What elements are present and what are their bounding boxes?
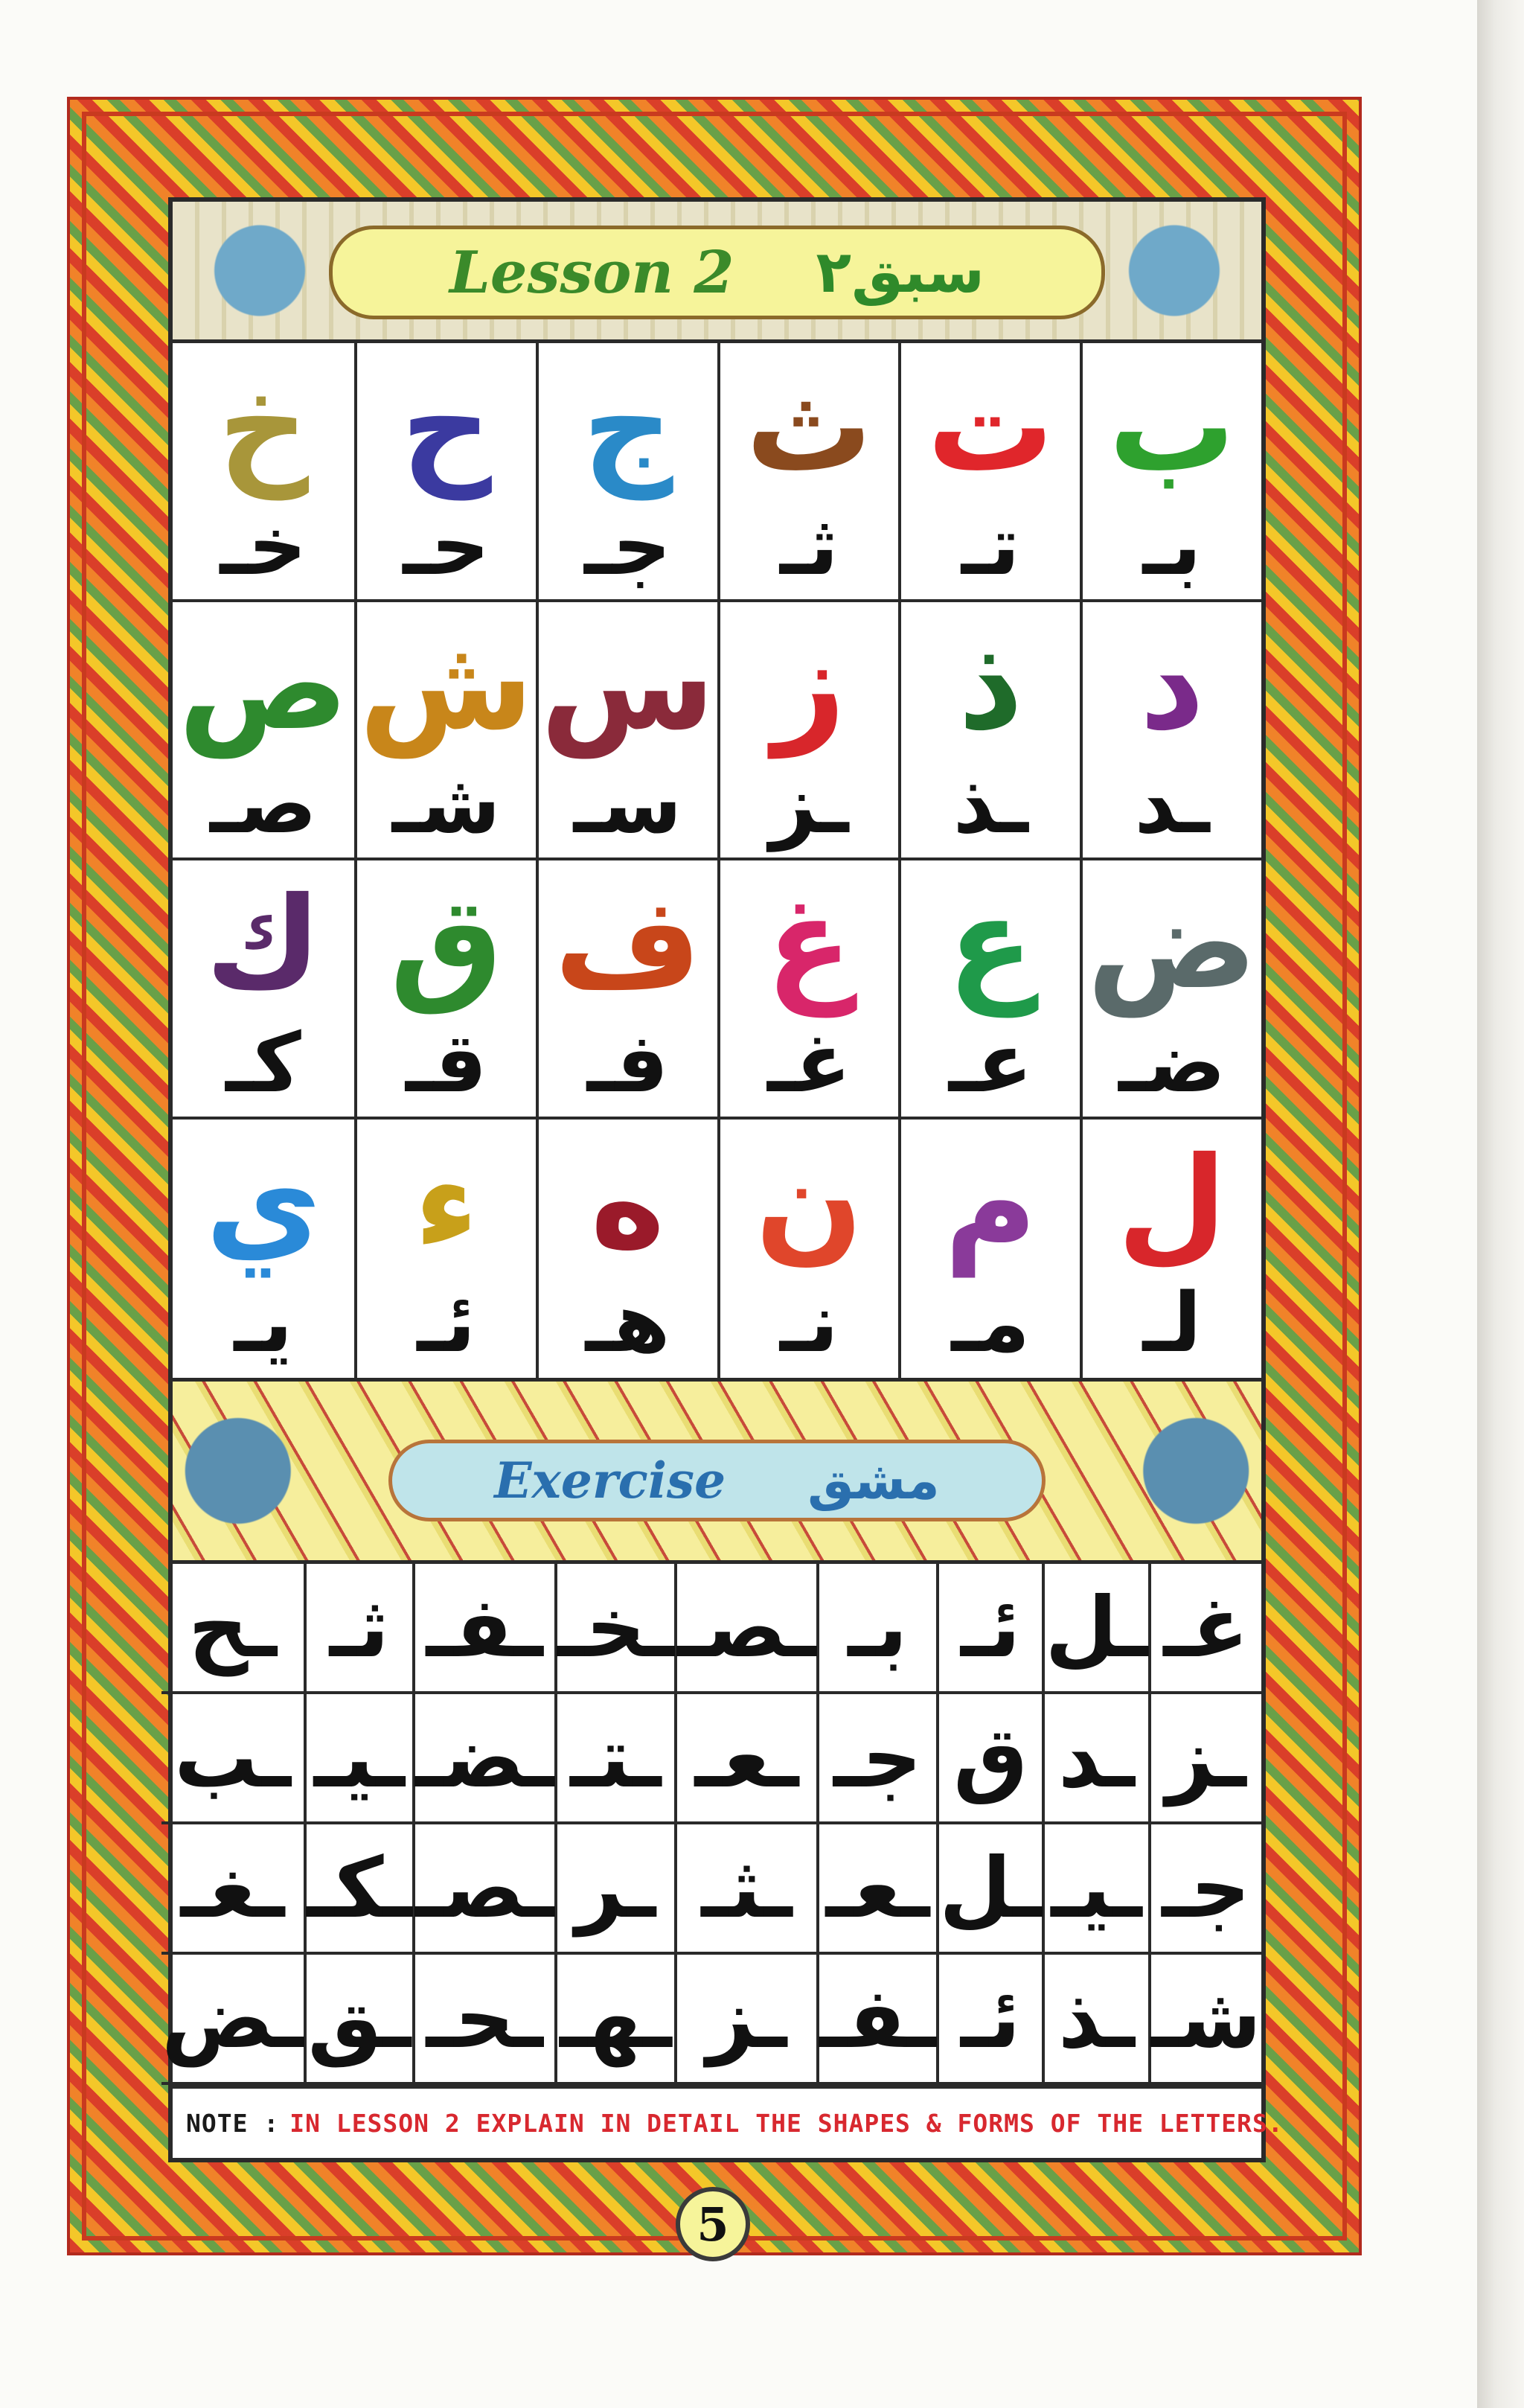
letter-cell (898, 602, 1080, 861)
letter-cell (354, 1120, 536, 1379)
letter-joined-form: حـ (403, 497, 490, 593)
letter-cell (536, 1120, 717, 1379)
exercise-cell: ـز (674, 1955, 816, 2085)
letter-isolated: ذ (958, 611, 1023, 759)
letter-isolated: س (540, 611, 715, 759)
exercise-cell: ـعـ (674, 1694, 816, 1824)
letter-isolated: ك (205, 869, 321, 1018)
exercise-cell: ـكـ (304, 1824, 412, 1955)
letter-isolated: م (944, 1130, 1037, 1278)
letter-joined-form: خـ (220, 497, 307, 593)
letter-joined-form: مـ (951, 1275, 1031, 1371)
letter-joined-form: عـ (948, 1015, 1033, 1111)
letter-isolated: ز (772, 611, 846, 759)
letter-cell (898, 343, 1080, 602)
letter-isolated: ع (947, 869, 1034, 1018)
letter-joined-form: شـ (391, 756, 501, 852)
page-number: 5 (676, 2187, 750, 2261)
exercise-cell: ـتـ (554, 1694, 674, 1824)
letter-joined-form: لـ (1142, 1275, 1202, 1371)
page-edge (1477, 0, 1524, 2408)
letter-joined-form: هـ (585, 1275, 670, 1371)
exercise-cell: بـ (816, 1564, 936, 1694)
exercise-cell: ـضـ (412, 1694, 554, 1824)
exercise-banner (173, 1378, 1261, 1564)
exercise-cell: ـق (304, 1955, 412, 2085)
letter-isolated: ث (746, 352, 873, 500)
letter-joined-form: كـ (225, 1015, 301, 1111)
exercise-grid (161, 1564, 1261, 2085)
letter-isolated: غ (766, 869, 853, 1018)
letter-cell (1080, 860, 1261, 1120)
exercise-cell: ـفـ (816, 1955, 936, 2085)
letter-cell (173, 1120, 354, 1379)
letter-joined-form: ثـ (779, 497, 839, 593)
exercise-cell: غـ (1148, 1564, 1261, 1694)
letter-joined-form: بـ (1142, 497, 1202, 593)
exercise-cell: ـل (936, 1824, 1042, 1955)
letter-isolated: خ (217, 352, 310, 500)
letter-joined-form: صـ (209, 756, 317, 852)
letter-cell (536, 602, 717, 861)
lesson-panel (161, 197, 1284, 2162)
letter-isolated: ش (359, 611, 534, 759)
letter-grid (173, 343, 1261, 1378)
letter-joined-form: سـ (573, 756, 682, 852)
exercise-cell: ئـ (936, 1955, 1042, 2085)
exercise-cell: شـ (1148, 1955, 1261, 2085)
letter-cell (717, 602, 899, 861)
letter-cell (536, 343, 717, 602)
letter-isolated: ح (400, 352, 493, 500)
letter-cell (898, 860, 1080, 1120)
letter-cell (354, 602, 536, 861)
exercise-cell: ـض (161, 1955, 304, 2085)
letter-joined-form: غـ (767, 1015, 851, 1111)
letter-isolated: ت (926, 352, 1054, 500)
exercise-cell: ـغـ (161, 1824, 304, 1955)
letter-joined-form: قـ (405, 1015, 487, 1111)
letter-joined-form: يـ (234, 1275, 293, 1371)
exercise-cell: ـح (161, 1564, 304, 1694)
exercise-cell: ـصـ (674, 1564, 816, 1694)
exercise-title-ar: مشق (807, 1450, 940, 1511)
letter-cell (354, 860, 536, 1120)
letter-isolated: ه (590, 1130, 665, 1278)
letter-joined-form: ـد (1134, 756, 1210, 852)
exercise-cell: ـحـ (412, 1955, 554, 2085)
exercise-cell: ـيـ (1042, 1824, 1147, 1955)
letter-joined-form: فـ (586, 1015, 669, 1111)
exercise-cell: ـخـ (554, 1564, 674, 1694)
letter-isolated: ل (1117, 1130, 1227, 1278)
letter-isolated: ن (755, 1130, 863, 1278)
letter-isolated: د (1139, 611, 1205, 759)
letter-cell (173, 343, 354, 602)
exercise-cell: ئـ (936, 1564, 1042, 1694)
letter-isolated: ء (414, 1130, 479, 1278)
letter-cell (898, 1120, 1080, 1379)
letter-cell (354, 343, 536, 602)
letter-joined-form: تـ (961, 497, 1020, 593)
letter-joined-form: ئـ (417, 1275, 476, 1371)
exercise-cell: ـصـ (412, 1824, 554, 1955)
lesson-banner (173, 202, 1261, 343)
exercise-cell: ـل (1042, 1564, 1147, 1694)
exercise-cell: ـز (1148, 1694, 1261, 1824)
letter-isolated: ف (554, 869, 702, 1018)
note-text: IN LESSON 2 EXPLAIN IN DETAIL THE SHAPES & FORMS OF THE LETTERS. (289, 2109, 1284, 2138)
letter-isolated: ج (582, 352, 673, 500)
letter-cell (717, 1120, 899, 1379)
letter-cell (536, 860, 717, 1120)
teacher-note (173, 2085, 1284, 2158)
exercise-cell: ـذ (1042, 1955, 1147, 2085)
exercise-cell: ثـ (304, 1564, 412, 1694)
exercise-cell: ق (936, 1694, 1042, 1824)
letter-isolated: ض (1086, 869, 1258, 1018)
exercise-cell: ـهـ (554, 1955, 674, 2085)
lesson-title-plaque (329, 226, 1105, 319)
letter-cell (1080, 1120, 1261, 1379)
exercise-cell: ـر (554, 1824, 674, 1955)
exercise-cell: ـيـ (304, 1694, 412, 1824)
lesson-title-ar: سبق۲ (816, 239, 984, 306)
letter-isolated: ق (389, 869, 503, 1018)
exercise-cell: ـب (161, 1694, 304, 1824)
letter-isolated: ي (205, 1130, 321, 1278)
exercise-cell: جـ (1148, 1824, 1261, 1955)
letter-isolated: ب (1108, 352, 1236, 500)
letter-joined-form: ـز (769, 756, 849, 852)
letter-cell (717, 343, 899, 602)
letter-cell (1080, 343, 1261, 602)
exercise-cell: ـفـ (412, 1564, 554, 1694)
letter-cell (173, 602, 354, 861)
exercise-title-plaque (388, 1440, 1046, 1521)
letter-joined-form: ـذ (952, 756, 1028, 852)
letter-isolated: ص (178, 611, 349, 759)
letter-cell (717, 860, 899, 1120)
letter-cell (1080, 602, 1261, 861)
exercise-title-en: Exercise (494, 1451, 726, 1510)
exercise-cell: ـثـ (674, 1824, 816, 1955)
exercise-cell: جـ (816, 1694, 936, 1824)
letter-cell (173, 860, 354, 1120)
exercise-cell: ـد (1042, 1694, 1147, 1824)
letter-joined-form: جـ (584, 497, 672, 593)
letter-joined-form: ضـ (1118, 1015, 1226, 1111)
lesson-title-en: Lesson 2 (449, 238, 734, 307)
exercise-cell: ـعـ (816, 1824, 936, 1955)
note-label: NOTE : (186, 2109, 280, 2138)
letter-joined-form: نـ (779, 1275, 839, 1371)
